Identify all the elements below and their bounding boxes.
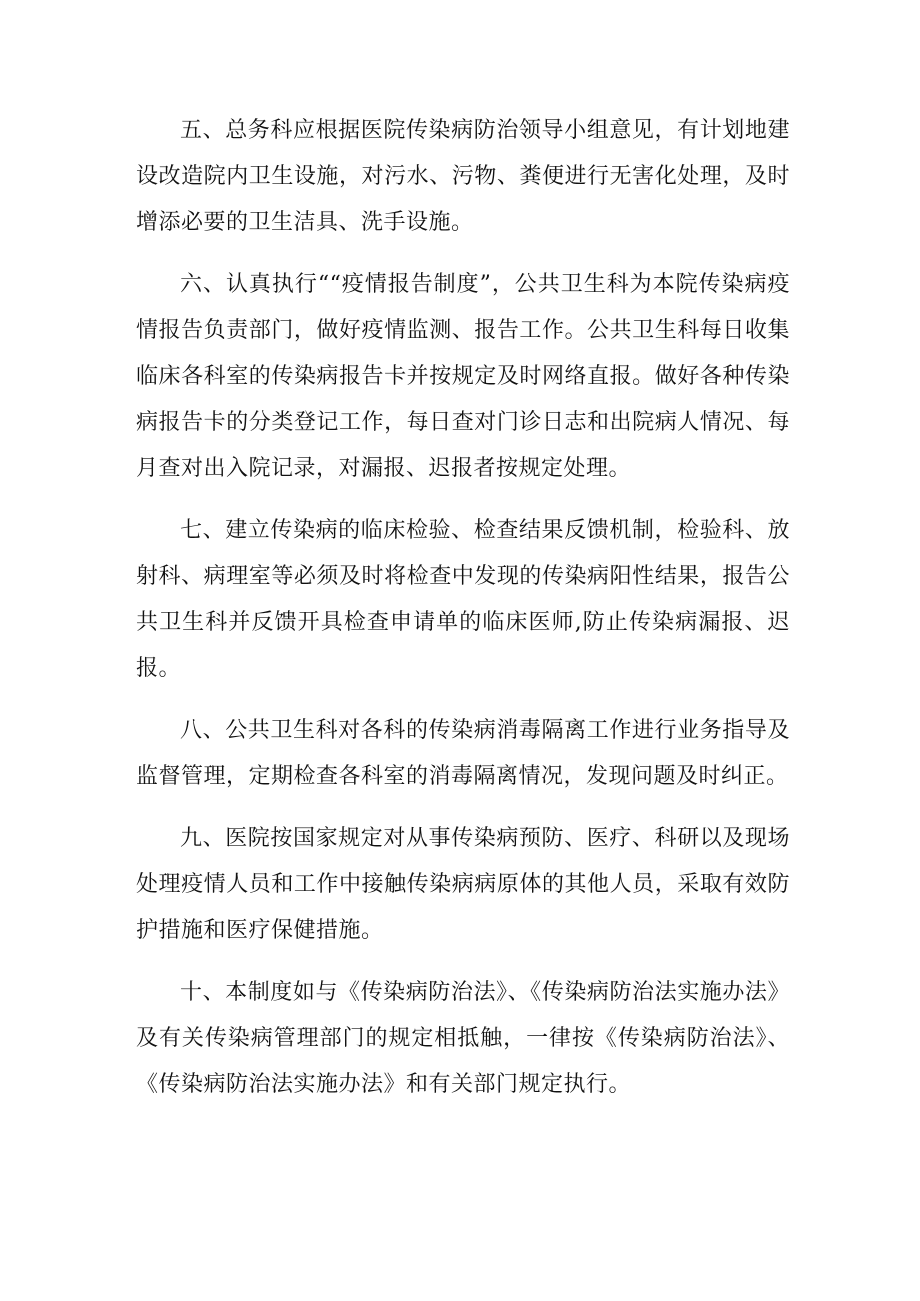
paragraph-five: 五、总务科应根据医院传染病防治领导小组意见，有计划地建设改造院内卫生设施，对污水、污物、粪便进行无害化处理，及时增添必要的卫生洁具、洗手设施。: [136, 118, 790, 235]
paragraph-six: 六、认真执行““疫情报告制度”，公共卫生科为本院传染病疫情报告负责部门，做好疫情监测、报告工作。公共卫生科每日收集临床各科室的传染病报告卡并按规定及时网络直报。做好各种传染病报告卡的分类登记工作，每日查对门诊日志和出院病人情况、每月查对出入院记录，对漏报、迟报者按规定处理。: [136, 272, 790, 481]
paragraph-ten: 十、本制度如与《传染病防治法》、《传染病防治法实施办法》及有关传染病管理部门的规定相抵触，一律按《传染病防治法》、《传染病防治法实施办法》和有关部门规定执行。: [136, 980, 790, 1097]
document-body: [136, 108, 790, 1124]
paragraph-seven: 七、建立传染病的临床检验、检查结果反馈机制，检验科、放射科、病理室等必须及时将检查中发现的传染病阳性结果，报告公共卫生科并反馈开具检查申请单的临床医师,防止传染病漏报、迟报。: [136, 518, 790, 681]
paragraph-eight: 八、公共卫生科对各科的传染病消毒隔离工作进行业务指导及监督管理，定期检查各科室的消毒隔离情况，发现问题及时纠正。: [136, 718, 790, 789]
paragraph-nine: 九、医院按国家规定对从事传染病预防、医疗、科研以及现场处理疫情人员和工作中接触传染病病原体的其他人员，采取有效防护措施和医疗保健措施。: [136, 826, 790, 943]
